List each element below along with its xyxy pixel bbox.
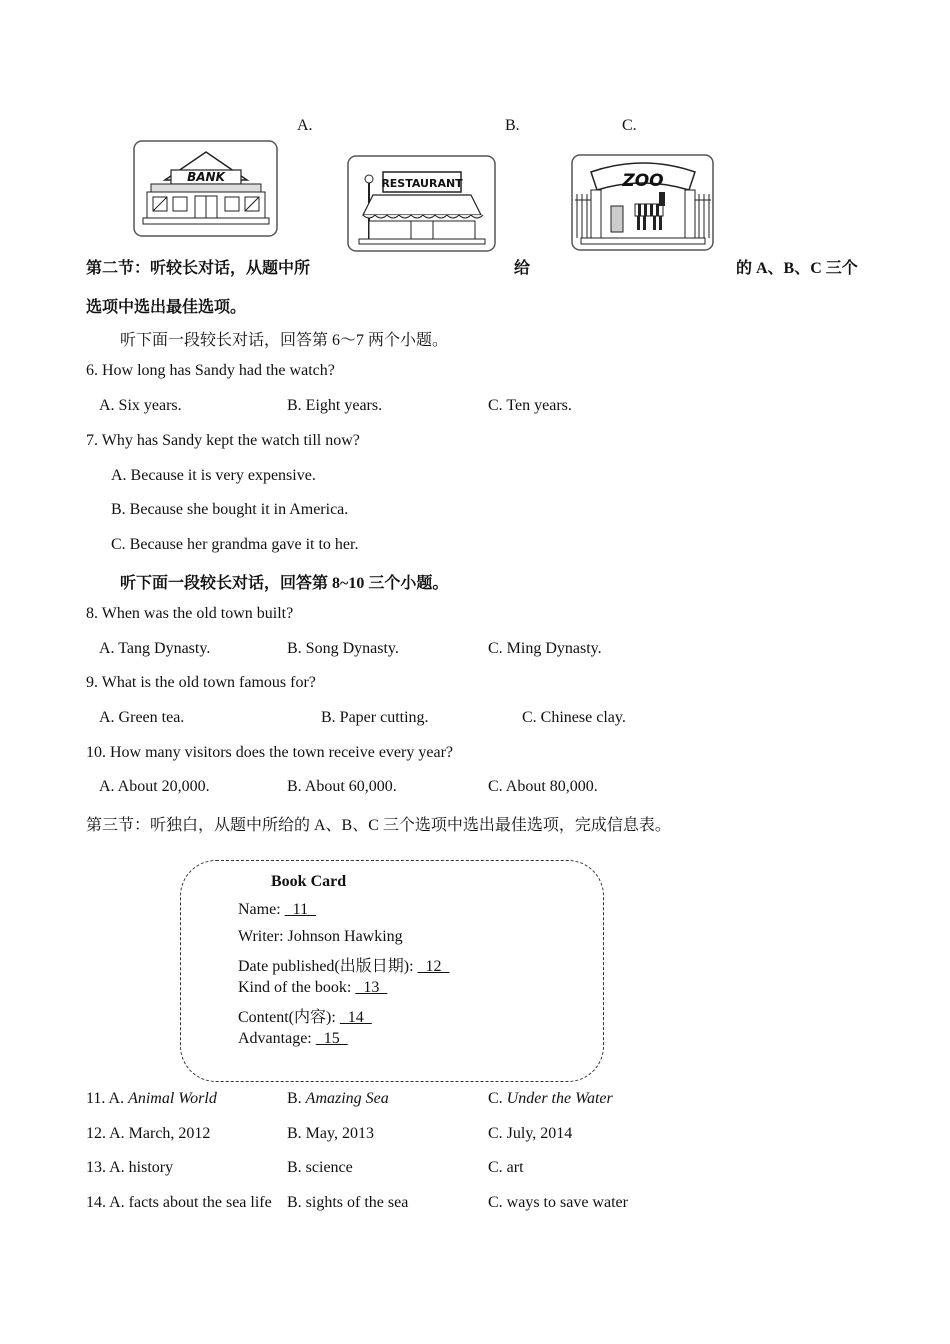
book-card-kind xyxy=(238,979,387,997)
q7-option-c: C. Because her grandma gave it to her. xyxy=(111,536,359,553)
question-7: 7. Why has Sandy kept the watch till now? xyxy=(86,432,360,449)
question-8: 8. When was the old town built? xyxy=(86,605,294,622)
section2-heading-part2: 给 xyxy=(514,260,531,277)
book-card-content xyxy=(238,1004,372,1027)
section3-heading: 第三节：听独白，从题中所给的 A、B、C 三个选项中选出最佳选项，完成信息表。 xyxy=(86,817,671,834)
q11-b-prefix: B. xyxy=(287,1090,306,1107)
q13-option-c: C. art xyxy=(488,1159,524,1176)
bank-sign: BANK xyxy=(187,170,225,184)
section2-heading-part3: 的 A、B、C 三个 xyxy=(736,260,858,277)
q9-option-b: B. Paper cutting. xyxy=(321,709,429,726)
question-10: 10. How many visitors does the town receive every year? xyxy=(86,744,453,761)
q11-c-prefix: C. xyxy=(488,1090,507,1107)
q10-option-b: B. About 60,000. xyxy=(287,778,397,795)
blank-14: 14 xyxy=(339,1009,372,1026)
restaurant-sign: RESTAURANT xyxy=(381,177,463,190)
restaurant-picture xyxy=(347,155,497,253)
q6-option-c: C. Ten years. xyxy=(488,397,572,414)
q11-number: 11. A. xyxy=(86,1090,129,1107)
q11-b-text: Amazing Sea xyxy=(305,1090,389,1107)
q14-option-a: 14. A. facts about the sea life xyxy=(86,1194,272,1211)
q11-c-text: Under the Water xyxy=(506,1090,613,1107)
zoo-sign: ZOO xyxy=(622,171,664,191)
q11-option-c xyxy=(488,1090,613,1108)
q11-option-b xyxy=(287,1090,389,1108)
name-label: Name: xyxy=(238,901,285,918)
q8-option-a: A. Tang Dynasty. xyxy=(99,640,211,657)
picture-label-c: C. xyxy=(622,117,637,134)
zoo-picture xyxy=(571,154,715,252)
q6-option-a: A. Six years. xyxy=(99,397,182,414)
q7-option-a: A. Because it is very expensive. xyxy=(111,467,316,484)
q8-option-c: C. Ming Dynasty. xyxy=(488,640,602,657)
q10-option-c: C. About 80,000. xyxy=(488,778,598,795)
q12-option-b: B. May, 2013 xyxy=(287,1125,374,1142)
section2-heading-line2: 选项中选出最佳选项。 xyxy=(86,299,247,316)
date-label: Date published(出版日期): xyxy=(238,958,418,975)
q9-option-c: C. Chinese clay. xyxy=(522,709,626,726)
section2-instruction-2: 听下面一段较长对话，回答第 8~10 三个小题。 xyxy=(120,575,449,592)
content-label: Content(内容): xyxy=(238,1009,340,1026)
q6-option-b: B. Eight years. xyxy=(287,397,383,414)
blank-13: 13 xyxy=(355,979,388,996)
picture-label-a: A. xyxy=(297,117,313,134)
q11-a-text: Animal World xyxy=(128,1090,217,1107)
section2-instruction-1: 听下面一段较长对话，回答第 6～7 两个小题。 xyxy=(120,332,449,349)
q7-option-b: B. Because she bought it in America. xyxy=(111,501,349,518)
q11-option-a xyxy=(86,1090,217,1108)
picture-label-b: B. xyxy=(505,117,520,134)
q12-option-a: 12. A. March, 2012 xyxy=(86,1125,211,1142)
blank-12: 12 xyxy=(417,958,450,975)
q14-option-c: C. ways to save water xyxy=(488,1194,628,1211)
q9-option-a: A. Green tea. xyxy=(99,709,185,726)
q13-option-b: B. science xyxy=(287,1159,353,1176)
question-9: 9. What is the old town famous for? xyxy=(86,674,316,691)
bank-picture xyxy=(133,140,279,238)
book-card-title: Book Card xyxy=(271,873,347,890)
section2-heading-part1: 第二节：听较长对话，从题中所 xyxy=(86,260,311,277)
kind-label: Kind of the book: xyxy=(238,979,356,996)
book-card-name xyxy=(238,901,316,919)
q8-option-b: B. Song Dynasty. xyxy=(287,640,399,657)
question-6: 6. How long has Sandy had the watch? xyxy=(86,362,335,379)
q13-option-a: 13. A. history xyxy=(86,1159,174,1176)
q14-option-b: B. sights of the sea xyxy=(287,1194,409,1211)
blank-11: 11 xyxy=(284,901,317,918)
q10-option-a: A. About 20,000. xyxy=(99,778,210,795)
q12-option-c: C. July, 2014 xyxy=(488,1125,573,1142)
book-card-writer: Writer: Johnson Hawking xyxy=(238,928,403,945)
book-card-date xyxy=(238,953,450,976)
advantage-label: Advantage: xyxy=(238,1030,316,1047)
book-card-advantage xyxy=(238,1030,348,1048)
blank-15: 15 xyxy=(315,1030,348,1047)
